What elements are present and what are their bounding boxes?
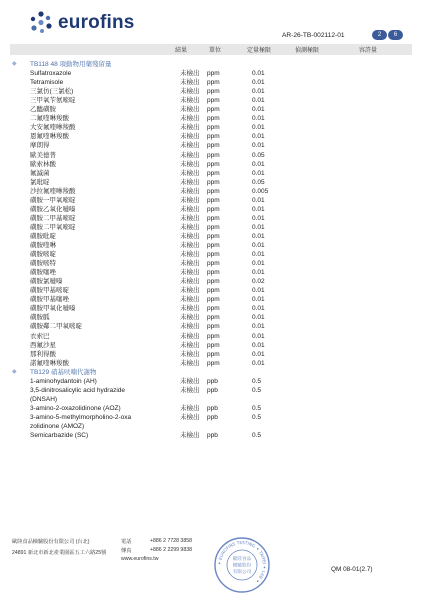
page-total: 6 [388, 30, 403, 40]
table-row [0, 205, 424, 214]
loq-value: 0.01 [252, 196, 265, 204]
unit-value: ppm [207, 232, 220, 240]
result-value: 未檢出 [180, 223, 200, 231]
result-value: 未檢出 [180, 178, 200, 186]
loq-value: 0.01 [252, 305, 265, 313]
col-loq: 定量極限 [247, 48, 272, 54]
unit-value: ppm [207, 314, 220, 322]
loq-value: 0.01 [252, 223, 265, 231]
result-value: 未檢出 [180, 160, 200, 168]
footer-tel: +886 2 7728 3858 [150, 538, 192, 544]
company-seal-stamp [213, 536, 271, 594]
table-row [0, 286, 424, 295]
col-unit: 單位 [209, 48, 222, 54]
result-value: 未檢出 [180, 187, 200, 195]
result-value: 未檢出 [180, 88, 200, 96]
unit-value: ppm [207, 97, 220, 105]
eurofins-logo [28, 8, 135, 38]
col-tolerance: 容許量 [359, 48, 378, 54]
table-row [0, 377, 424, 386]
result-value: 未檢出 [180, 404, 200, 412]
result-value: 未檢出 [180, 350, 200, 358]
table-row [0, 151, 424, 160]
result-value: 未檢出 [180, 79, 200, 87]
analyte-name-cont: (DNSAH) [30, 395, 58, 403]
loq-value: 0.01 [252, 160, 265, 168]
analyte-name: 磺胺二甲氧嘧啶 [30, 223, 76, 231]
svg-text:檢驗股份: 檢驗股份 [232, 563, 252, 569]
table-row [0, 105, 424, 114]
table-row [0, 250, 424, 259]
analyte-name: 那利得酸 [30, 350, 56, 358]
table-row-continuation [0, 395, 424, 404]
unit-value: ppm [207, 160, 220, 168]
analyte-name: 1-aminohydantoin (AH) [30, 377, 97, 385]
analyte-name: 磺胺噻唑 [30, 269, 56, 277]
loq-value: 0.5 [252, 432, 262, 440]
table-row [0, 178, 424, 187]
table-row [0, 214, 424, 223]
loq-value: 0.05 [252, 178, 265, 186]
section-title: TB129 硝基呋喃代謝物 [30, 368, 97, 376]
table-row [0, 386, 424, 395]
unit-value: ppm [207, 151, 220, 159]
table-row [0, 322, 424, 331]
unit-value: ppm [207, 323, 220, 331]
result-value: 未檢出 [180, 278, 200, 286]
unit-value: ppm [207, 341, 220, 349]
table-row [0, 359, 424, 368]
result-value: 未檢出 [180, 151, 200, 159]
section-title: TB118 48 項動物用藥殘留量 [30, 61, 112, 68]
analyte-name: 歐美德普 [30, 151, 56, 159]
analyte-name: 三氯仿(三氯松) [30, 88, 74, 96]
result-value: 未檢出 [180, 232, 200, 240]
loq-value: 0.005 [252, 187, 269, 195]
analyte-name: 乙醯磺胺 [30, 106, 56, 114]
table-row-continuation [0, 422, 424, 431]
result-value: 未檢出 [180, 142, 200, 150]
loq-value: 0.01 [252, 332, 265, 340]
table-row [0, 114, 424, 123]
loq-value: 0.01 [252, 169, 265, 177]
result-value: 未檢出 [180, 106, 200, 114]
footer-tel-label: 電話 [121, 539, 132, 545]
loq-value: 0.01 [252, 314, 265, 322]
footer-fax-label: 傳真 [121, 548, 132, 554]
loq-value: 0.01 [252, 323, 265, 331]
analyte-name: 磺胺嘧啶 [30, 251, 56, 259]
loq-value: 0.01 [252, 296, 265, 304]
table-row [0, 96, 424, 105]
svg-text:有限公司: 有限公司 [232, 570, 252, 575]
col-lod: 偵測極限 [295, 48, 320, 54]
result-value: 未檢出 [180, 432, 200, 440]
loq-value: 0.01 [252, 214, 265, 222]
unit-value: ppm [207, 251, 220, 259]
analyte-name: 磺胺鄰二甲氧嘧啶 [30, 323, 82, 331]
loq-value: 0.01 [252, 251, 265, 259]
result-value: 未檢出 [180, 296, 200, 304]
loq-value: 0.5 [252, 386, 262, 394]
result-value: 未檢出 [180, 133, 200, 141]
table-row [0, 350, 424, 359]
result-value: 未檢出 [180, 386, 200, 394]
unit-value: ppm [207, 214, 220, 222]
unit-value: ppm [207, 332, 220, 340]
analyte-name: 大安氟喹啉羧酸 [30, 124, 76, 132]
table-row [0, 87, 424, 96]
table-row [0, 241, 424, 250]
loq-value: 0.01 [252, 350, 265, 358]
svg-text:✦ EUROFINS TESTING ✦ TAIPEI ✦: ✦ EUROFINS TESTING ✦ TAIPEI ✦ LAB ✦ [216, 539, 268, 585]
analyte-name: 磺胺甲氧化噠嗪 [30, 305, 76, 313]
result-value: 未檢出 [180, 341, 200, 349]
loq-value: 0.05 [252, 151, 265, 159]
result-value: 未檢出 [180, 287, 200, 295]
unit-value: ppm [207, 115, 220, 123]
analyte-name: 磺胺吡啶 [30, 232, 56, 240]
loq-value: 0.01 [252, 70, 265, 78]
result-value: 未檢出 [180, 242, 200, 249]
table-row [0, 304, 424, 313]
footer-company: 歐陸食品檢驗股份有限公司 (台北) [12, 539, 90, 545]
table-row [0, 223, 424, 232]
loq-value: 0.01 [252, 341, 265, 349]
table-row [0, 431, 424, 440]
result-value: 未檢出 [180, 124, 200, 132]
analyte-name: 諾氟喹啉羧酸 [30, 359, 69, 367]
loq-value: 0.01 [252, 106, 265, 114]
unit-value: ppm [207, 260, 220, 268]
analyte-name: 磺胺嘧特 [30, 260, 56, 268]
analyte-name: Tetramisole [30, 79, 64, 87]
unit-value: ppm [207, 196, 220, 204]
brand-name: eurofins [58, 12, 135, 33]
unit-value: ppm [207, 223, 220, 231]
table-row [0, 69, 424, 78]
loq-value: 0.5 [252, 413, 262, 421]
analyte-name: 氯吡啶 [30, 178, 50, 186]
analyte-name: 磺胺甲基嘧啶 [30, 287, 69, 295]
unit-value: ppm [207, 359, 220, 367]
analyte-name: 磺胺二甲基嘧啶 [30, 214, 76, 222]
footer-website: www.eurofins.tw [121, 556, 159, 562]
section-header [0, 60, 424, 69]
loq-value: 0.5 [252, 377, 262, 385]
result-value: 未檢出 [180, 377, 200, 385]
analyte-name: 3,5-dinitrosalicylic acid hydrazide [30, 386, 126, 394]
loq-value: 0.01 [252, 124, 265, 132]
analyte-name: 3-amino-2-oxazolidinone (AOZ) [30, 404, 121, 412]
table-row [0, 232, 424, 241]
page-current: 2 [372, 30, 387, 40]
unit-value: ppm [207, 305, 220, 313]
analyte-name: 氟滅菌 [30, 169, 50, 177]
unit-value: ppm [207, 79, 220, 87]
loq-value: 0.01 [252, 359, 265, 367]
loq-value: 0.01 [252, 269, 265, 277]
loq-value: 0.01 [252, 232, 265, 240]
table-row [0, 277, 424, 286]
analyte-name: 西氟沙星 [30, 341, 56, 349]
unit-value: ppm [207, 269, 220, 277]
unit-value: ppm [207, 178, 220, 186]
loq-value: 0.01 [252, 97, 265, 105]
svg-text:歐陸食品: 歐陸食品 [232, 557, 252, 562]
result-value: 未檢出 [180, 115, 200, 123]
analyte-name: 恩氟喹啉羧酸 [30, 133, 69, 141]
analyte-name: 三甲氧苄氨嘧啶 [30, 97, 76, 105]
analyte-name: 磺胺甲基噻唑 [30, 296, 69, 304]
unit-value: ppm [207, 169, 220, 177]
unit-value: ppm [207, 88, 220, 96]
analyte-name: 磺胺喹啉 [30, 242, 56, 249]
table-row [0, 313, 424, 322]
result-value: 未檢出 [180, 214, 200, 222]
loq-value: 0.01 [252, 242, 265, 249]
loq-value: 0.01 [252, 115, 265, 123]
table-row [0, 78, 424, 87]
analyte-name: 磺胺乙氧化噠嗪 [30, 205, 76, 213]
unit-value: ppb [207, 432, 218, 440]
loq-value: 0.01 [252, 142, 265, 150]
analyte-name: 磺胺胍 [30, 314, 50, 322]
table-row [0, 160, 424, 169]
col-result: 結果 [175, 48, 188, 54]
footer-fax: +886 2 2299 9838 [150, 547, 192, 553]
result-value: 未檢出 [180, 196, 200, 204]
table-row [0, 132, 424, 141]
result-value: 未檢出 [180, 169, 200, 177]
analyte-name: Semicarbazide (SC) [30, 432, 89, 440]
analyte-name-cont: zolidinone (AMOZ) [30, 423, 85, 430]
unit-value: ppm [207, 205, 220, 213]
table-row [0, 141, 424, 150]
unit-value: ppm [207, 242, 220, 249]
table-row [0, 169, 424, 178]
result-value: 未檢出 [180, 205, 200, 213]
result-value: 未檢出 [180, 269, 200, 277]
section-header [0, 368, 424, 377]
table-row [0, 196, 424, 205]
footer-address: 24891 新北市新北產業園區五工六路25號 [12, 550, 107, 556]
loq-value: 0.01 [252, 133, 265, 141]
analyte-name: 3-amino-5-methylmorpholino-2-oxa [30, 413, 132, 421]
result-value: 未檢出 [180, 332, 200, 340]
bullet-icon: ◆ [12, 368, 17, 375]
unit-value: ppm [207, 278, 220, 286]
loq-value: 0.01 [252, 79, 265, 87]
unit-value: ppm [207, 142, 220, 150]
result-value: 未檢出 [180, 260, 200, 268]
table-row [0, 295, 424, 304]
unit-value: ppb [207, 377, 218, 385]
unit-value: ppb [207, 386, 218, 394]
table-row [0, 187, 424, 196]
table-row [0, 332, 424, 341]
unit-value: ppb [207, 404, 218, 412]
loq-value: 0.01 [252, 88, 265, 96]
result-value: 未檢出 [180, 323, 200, 331]
table-row [0, 268, 424, 277]
unit-value: ppm [207, 350, 220, 358]
unit-value: ppm [207, 70, 220, 78]
unit-value: ppm [207, 133, 220, 141]
result-value: 未檢出 [180, 359, 200, 367]
page-indicator [372, 30, 404, 40]
result-value: 未檢出 [180, 314, 200, 322]
result-value: 未檢出 [180, 251, 200, 259]
result-value: 未檢出 [180, 97, 200, 105]
table-row [0, 259, 424, 268]
unit-value: ppm [207, 296, 220, 304]
result-value: 未檢出 [180, 305, 200, 313]
report-number: AR-26-TB-002112-01 [282, 32, 345, 39]
analyte-name: 歐索林酸 [30, 160, 56, 168]
table-row [0, 404, 424, 413]
unit-value: ppb [207, 413, 218, 421]
table-row [0, 341, 424, 350]
analyte-name: 二氟喹啉羧酸 [30, 115, 69, 123]
unit-value: ppm [207, 106, 220, 114]
table-row [0, 413, 424, 422]
loq-value: 0.01 [252, 287, 265, 295]
eurofins-dots-icon [28, 10, 54, 36]
loq-value: 0.01 [252, 260, 265, 268]
loq-value: 0.5 [252, 404, 262, 412]
unit-value: ppm [207, 124, 220, 132]
loq-value: 0.01 [252, 205, 265, 213]
analyte-name: 磺胺氯噠嗪 [30, 278, 63, 286]
table-header [10, 44, 412, 55]
analyte-name: 衣索巴 [30, 332, 50, 340]
loq-value: 0.02 [252, 278, 265, 286]
analyte-name: 沙拉氟喹啉羧酸 [30, 187, 76, 195]
result-value: 未檢出 [180, 70, 200, 78]
analyte-name: Sulfatroxazole [30, 70, 72, 78]
result-value: 未檢出 [180, 413, 200, 421]
document-code: QM 08-01(2.7) [331, 566, 373, 573]
analyte-name: 磺胺一甲氧嘧啶 [30, 196, 76, 204]
analyte-name: 摩朗得 [30, 142, 50, 150]
table-row [0, 123, 424, 132]
unit-value: ppm [207, 187, 220, 195]
unit-value: ppm [207, 287, 220, 295]
bullet-icon: ◆ [12, 61, 17, 67]
